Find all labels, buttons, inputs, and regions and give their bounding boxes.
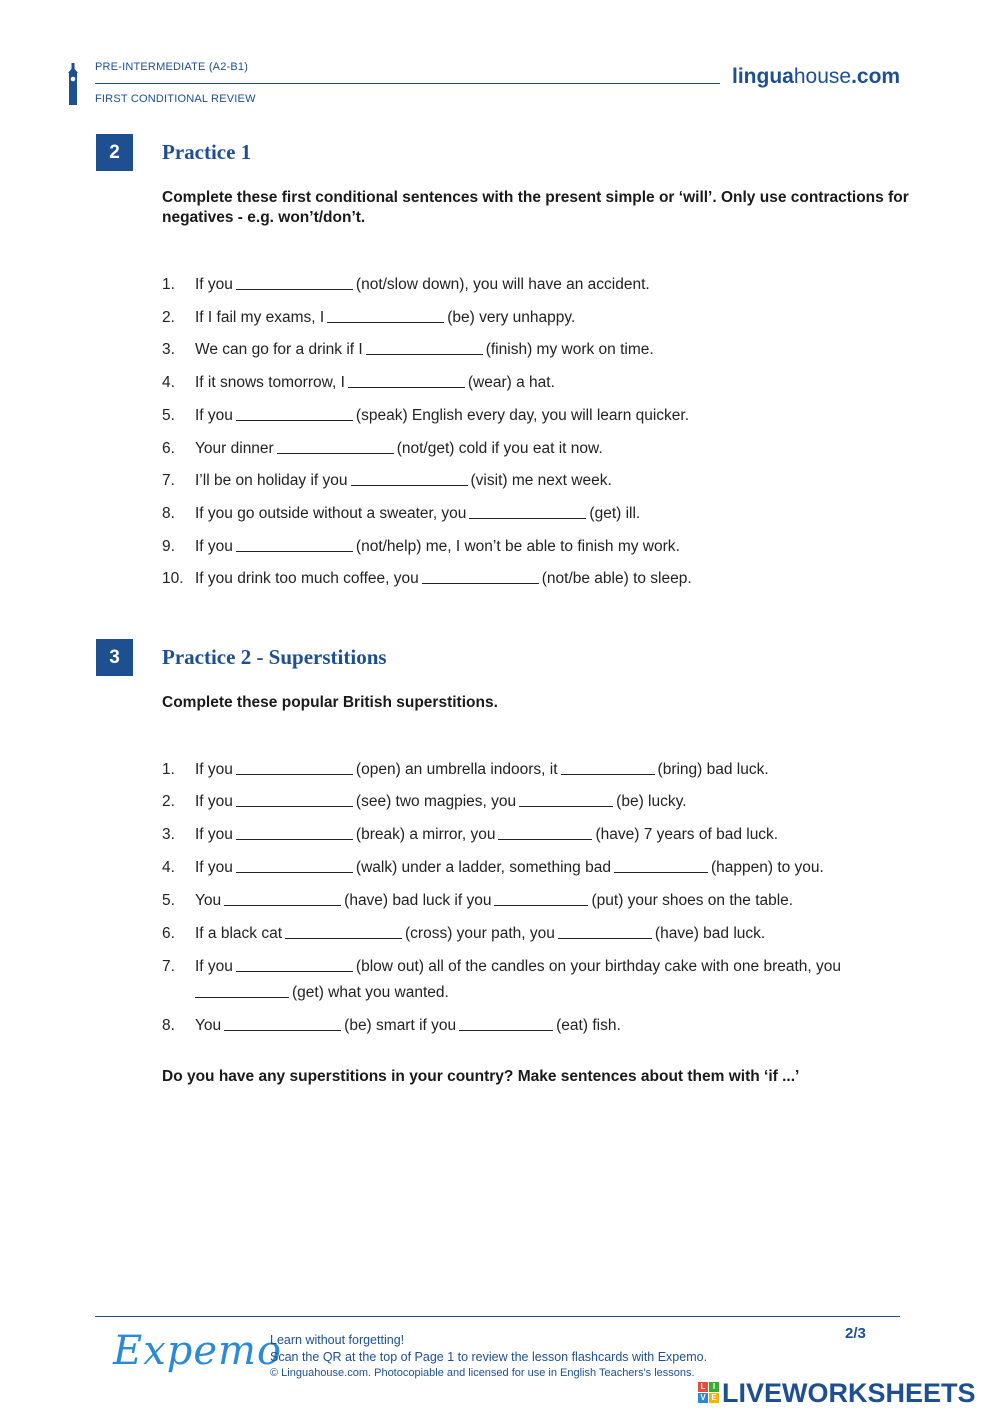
exercise-item-continuation: (get) what you wanted. xyxy=(195,983,449,1003)
page-number: 2/3 xyxy=(845,1325,866,1342)
answer-blank[interactable] xyxy=(236,420,353,421)
answer-blank[interactable] xyxy=(224,1030,341,1031)
header-divider xyxy=(95,83,720,84)
answer-blank[interactable] xyxy=(236,551,353,552)
footer-copyright: © Linguahouse.com. Photocopiable and licensed for use in English Teachers's lessons. xyxy=(270,1367,695,1379)
liveworksheets-watermark: L I V E LIVEWORKSHEETS xyxy=(698,1378,994,1408)
footer-qr-note: Scan the QR at the top of Page 1 to review the lesson flashcards with Expemo. xyxy=(270,1350,708,1364)
discussion-question: Do you have any superstitions in your country? Make sentences about them with ‘if ...’ xyxy=(162,1068,800,1085)
answer-blank[interactable] xyxy=(236,774,353,775)
answer-blank[interactable] xyxy=(277,453,394,454)
answer-blank[interactable] xyxy=(285,938,402,939)
answer-blank[interactable] xyxy=(614,872,708,873)
answer-blank[interactable] xyxy=(366,354,483,355)
answer-blank[interactable] xyxy=(348,387,465,388)
answer-blank[interactable] xyxy=(558,938,652,939)
answer-blank[interactable] xyxy=(561,774,655,775)
answer-blank[interactable] xyxy=(519,806,613,807)
answer-blank[interactable] xyxy=(224,905,341,906)
answer-blank[interactable] xyxy=(498,839,592,840)
answer-blank[interactable] xyxy=(236,289,353,290)
section-title-practice-1: Practice 1 xyxy=(162,140,252,164)
answer-blank[interactable] xyxy=(351,485,468,486)
footer-divider xyxy=(95,1316,900,1317)
answer-blank[interactable] xyxy=(236,872,353,873)
answer-blank[interactable] xyxy=(327,322,444,323)
big-ben-icon xyxy=(64,63,82,105)
section-number-2: 2 xyxy=(96,134,133,171)
lesson-topic: FIRST CONDITIONAL REVIEW xyxy=(95,93,256,105)
section-number-3: 3 xyxy=(96,639,133,676)
expemo-logo: Expemo xyxy=(113,1328,283,1374)
liveworksheets-icon: L I V E xyxy=(698,1382,720,1404)
answer-blank[interactable] xyxy=(459,1030,553,1031)
linguahouse-logo: linguahouse.com xyxy=(732,65,901,88)
footer-tagline: Learn without forgetting! xyxy=(270,1333,405,1347)
section-title-practice-2: Practice 2 - Superstitions xyxy=(162,645,387,669)
answer-blank[interactable] xyxy=(236,806,353,807)
answer-blank[interactable] xyxy=(195,997,289,998)
level-label: PRE-INTERMEDIATE (A2-B1) xyxy=(95,61,249,73)
instruction-line-2: negatives - e.g. won’t/don’t. xyxy=(162,209,366,226)
answer-blank[interactable] xyxy=(469,518,586,519)
answer-blank[interactable] xyxy=(236,839,353,840)
answer-blank[interactable] xyxy=(236,971,353,972)
answer-blank[interactable] xyxy=(494,905,588,906)
instruction-superstitions: Complete these popular British superstitions. xyxy=(162,694,498,711)
answer-blank[interactable] xyxy=(422,583,539,584)
instruction-line-1: Complete these first conditional sentences with the present simple or ‘will’. Only use contractions for xyxy=(162,189,909,206)
